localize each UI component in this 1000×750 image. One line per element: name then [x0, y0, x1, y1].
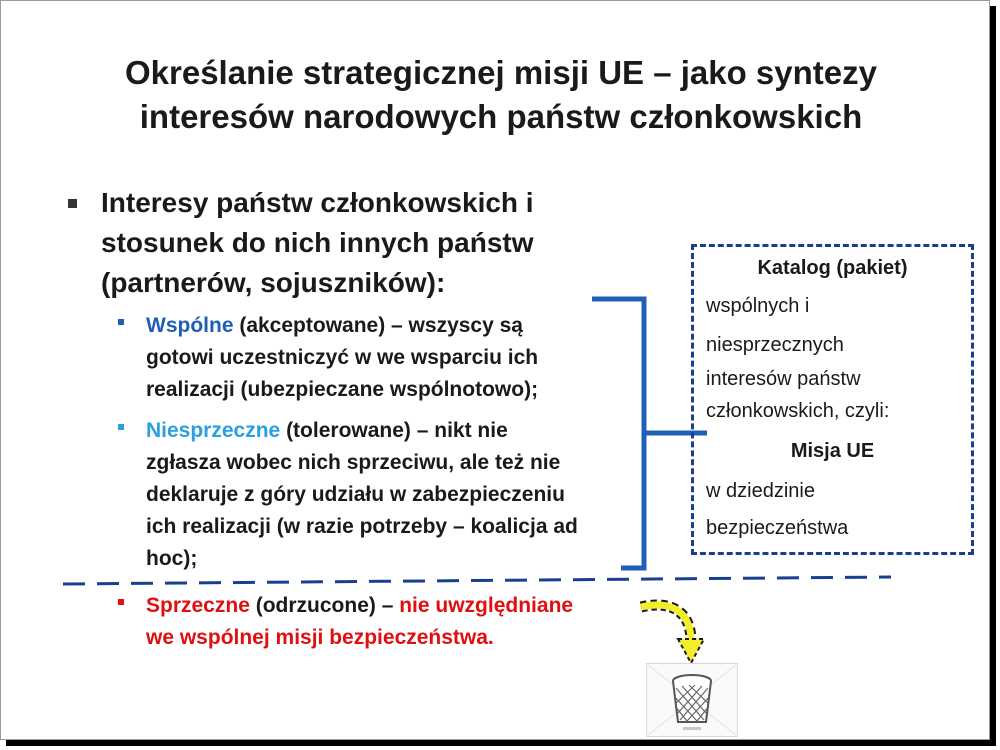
sub-bullet-2-icon	[118, 424, 124, 430]
catalog-line-5: w dziedzinie	[706, 480, 815, 502]
sub-2-line-3: deklaruje z góry udziału w zabezpieczeniu	[146, 483, 565, 506]
sub-item-sprzeczne	[146, 590, 646, 654]
sub-2-line-5: hoc);	[146, 547, 198, 570]
slide-title	[61, 51, 941, 139]
main-bullet-icon	[68, 199, 77, 208]
main-line-2: stosunek do nich innych państw	[101, 227, 534, 258]
sub-1-line-3: realizacji (ubezpieczane wspólnotowo);	[146, 378, 539, 401]
keyword-sprzeczne: Sprzeczne	[146, 594, 250, 617]
catalog-line-3: interesów państw	[706, 368, 861, 390]
catalog-line-6: bezpieczeństwa	[706, 517, 849, 539]
sub-2-line-1: (tolerowane) – nikt nie	[280, 419, 508, 442]
keyword-niesprzeczne: Niesprzeczne	[146, 419, 281, 442]
sub-2-line-4: ich realizacji (w razie potrzeby – koalicja ad	[146, 515, 578, 538]
title-line-2: interesów narodowych państw członkowskich	[139, 98, 863, 135]
catalog-mission: Misja UE	[790, 440, 875, 462]
sub-3-middle: (odrzucone) –	[249, 594, 400, 617]
sub-3-line-2: we wspólnej misji bezpieczeństwa.	[146, 626, 494, 649]
curved-arrow-icon	[641, 605, 691, 641]
catalog-heading: Katalog (pakiet)	[757, 257, 908, 279]
main-line-1: Interesy państw członkowskich i	[101, 187, 534, 218]
sub-bullet-3-icon	[118, 599, 124, 605]
sub-item-wspolne	[146, 310, 646, 406]
sub-3-line-1-red: nie uwzględniane	[399, 594, 574, 617]
arrow-head-icon	[678, 639, 704, 663]
sub-item-niesprzeczne	[146, 415, 646, 575]
catalog-box	[691, 244, 974, 555]
main-point	[101, 183, 621, 303]
main-line-3: (partnerów, sojuszników):	[101, 267, 446, 298]
sub-1-line-1: (akceptowane) – wszyscy są	[233, 314, 523, 337]
catalog-line-1: wspólnych i	[706, 295, 810, 317]
wastebasket-icon	[646, 663, 738, 737]
catalog-line-4: członkowskich, czyli:	[706, 400, 890, 422]
catalog-line-2: niesprzecznych	[706, 334, 844, 356]
sub-1-line-2: gotowi uczestniczyć w we wsparciu ich	[146, 346, 539, 369]
title-line-1: Określanie strategicznej misji UE – jako syntezy	[124, 54, 877, 91]
sub-2-line-2: zgłasza wobec nich sprzeciwu, ale też nie	[146, 451, 561, 474]
sub-bullet-1-icon	[118, 319, 124, 325]
separator-dashed-line	[63, 577, 891, 584]
keyword-wspolne: Wspólne	[146, 314, 234, 337]
